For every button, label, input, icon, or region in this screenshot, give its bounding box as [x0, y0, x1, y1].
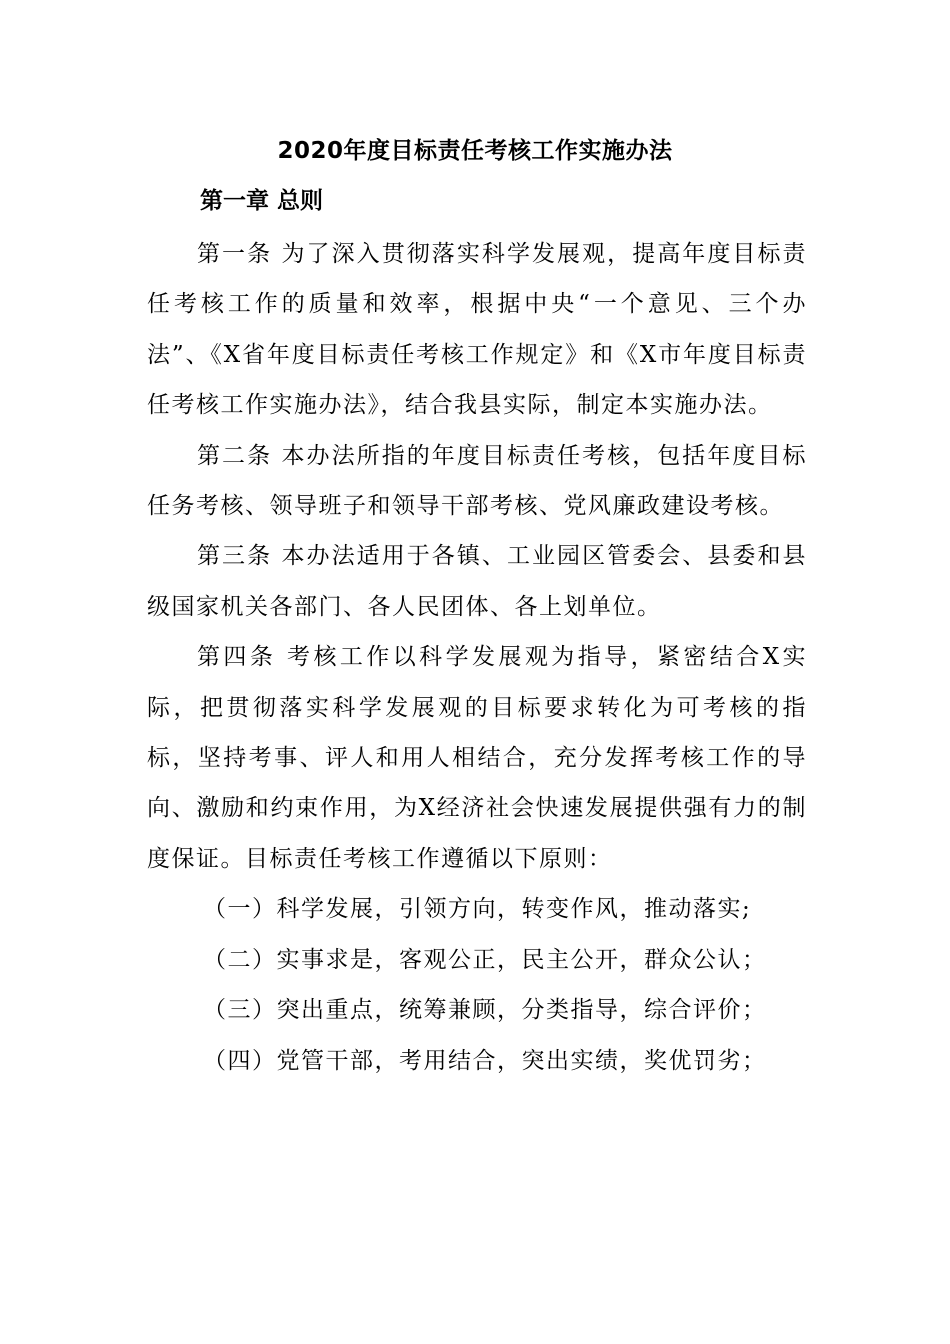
chapter-heading: 第一章 总则 [200, 188, 324, 214]
document-title: 2020年度目标责任考核工作实施办法 [277, 138, 673, 164]
document-body [147, 229, 807, 1086]
principle-4: （四）党管干部，考用结合，突出实绩，奖优罚劣； [203, 1047, 767, 1074]
principle-3: （三）突出重点，统筹兼顾，分类指导，综合评价； [203, 997, 767, 1024]
principle-1: （一）科学发展，引领方向，转变作风，推动落实; [203, 896, 752, 923]
principle-2: （二）实事求是，客观公正，民主公开，群众公认； [203, 946, 767, 973]
article-1: 第一条 为了深入贯彻落实科学发展观，提高年度目标责任考核工作的质量和效率，根据中央“一个意见、三个办法”、《X省年度目标责任考核工作规定》和《X市年度目标责任考核工作实施办法》，结合我县实际，制定本实施办法。 [147, 241, 807, 419]
article-2: 第二条 本办法所指的年度目标责任考核，包括年度目标任务考核、领导班子和领导干部考核、党风廉政建设考核。 [147, 442, 807, 520]
article-4: 第四条 考核工作以科学发展观为指导，紧密结合X实际，把贯彻落实科学发展观的目标要求转化为可考核的指标，坚持考事、评人和用人相结合，充分发挥考核工作的导向、激励和约束作用，为X经济社会快速发展提供强有力的制度保证。目标责任考核工作遵循以下原则： [147, 644, 807, 872]
article-3: 第三条 本办法适用于各镇、工业园区管委会、县委和县级国家机关各部门、各人民团体、各上划单位。 [147, 543, 807, 620]
